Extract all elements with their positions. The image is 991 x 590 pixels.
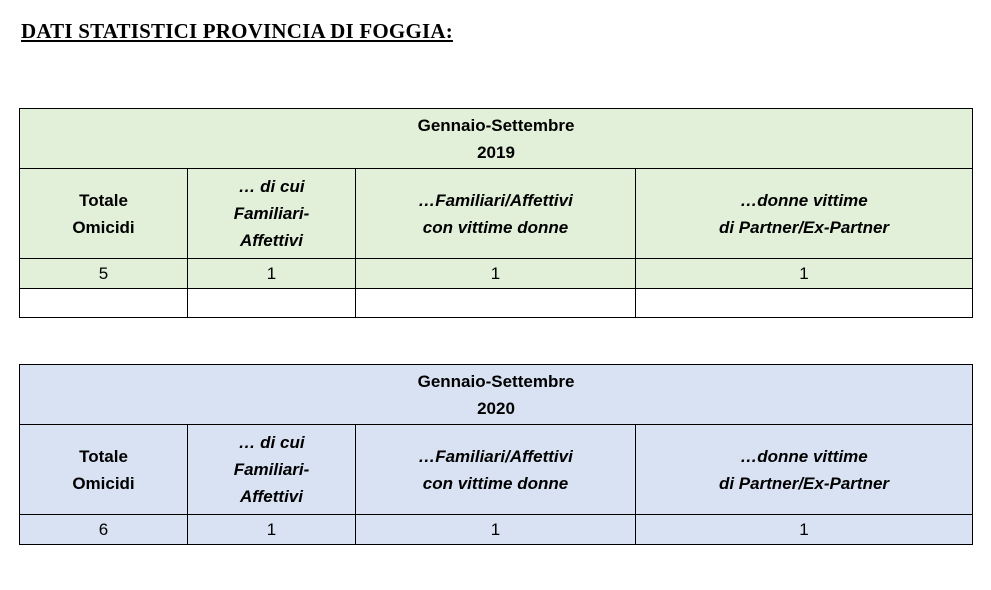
- value-partner: 1: [636, 259, 973, 289]
- header-line: Familiari-: [233, 460, 310, 479]
- empty-cell: [356, 289, 636, 318]
- value-partner: 1: [636, 515, 973, 545]
- header-vittime-donne: [356, 425, 636, 515]
- values-row: [20, 515, 973, 545]
- period-header: [20, 109, 973, 169]
- value-familiari-affettivi: 1: [188, 515, 356, 545]
- stats-table-2019: [19, 108, 973, 318]
- header-totale-omicidi: [20, 169, 188, 259]
- header-line: di Partner/Ex-Partner: [718, 217, 890, 237]
- header-line: con vittime donne: [422, 217, 569, 237]
- column-header-row: [20, 425, 973, 515]
- header-line: Affettivi: [240, 487, 303, 506]
- empty-cell: [188, 289, 356, 318]
- empty-cell: [20, 289, 188, 318]
- header-line: …donne vittime: [740, 446, 868, 466]
- header-line: Affettivi: [240, 231, 303, 250]
- period-header: [20, 365, 973, 425]
- empty-cell: [636, 289, 973, 318]
- period-label: Gennaio-Settembre: [417, 371, 575, 391]
- header-line: … di cui: [238, 177, 305, 196]
- header-line: …Familiari/Affettivi: [418, 446, 573, 466]
- value-vittime-donne: 1: [356, 259, 636, 289]
- header-line: Totale: [79, 190, 128, 210]
- header-line: …Familiari/Affettivi: [418, 190, 573, 210]
- header-line: Omicidi: [72, 473, 135, 493]
- period-year: 2020: [477, 398, 515, 418]
- header-line: … di cui: [238, 433, 305, 452]
- header-line: …donne vittime: [740, 190, 868, 210]
- header-totale-omicidi: [20, 425, 188, 515]
- document-title: DATI STATISTICI PROVINCIA DI FOGGIA:: [21, 19, 453, 43]
- header-line: di Partner/Ex-Partner: [718, 473, 890, 493]
- value-vittime-donne: 1: [356, 515, 636, 545]
- header-line: Omicidi: [72, 217, 135, 237]
- header-vittime-donne: [356, 169, 636, 259]
- header-familiari-affettivi: [188, 425, 356, 515]
- header-partner: [636, 169, 973, 259]
- period-year: 2019: [477, 142, 515, 162]
- column-header-row: [20, 169, 973, 259]
- value-totale-omicidi: 6: [20, 515, 188, 545]
- period-row: [20, 365, 973, 425]
- value-familiari-affettivi: 1: [188, 259, 356, 289]
- header-partner: [636, 425, 973, 515]
- period-label: Gennaio-Settembre: [417, 115, 575, 135]
- header-line: Totale: [79, 446, 128, 466]
- values-row: [20, 259, 973, 289]
- value-totale-omicidi: 5: [20, 259, 188, 289]
- stats-table-2020: [19, 364, 973, 545]
- header-line: con vittime donne: [422, 473, 569, 493]
- header-familiari-affettivi: [188, 169, 356, 259]
- period-row: [20, 109, 973, 169]
- empty-row: [20, 289, 973, 318]
- header-line: Familiari-: [233, 204, 310, 223]
